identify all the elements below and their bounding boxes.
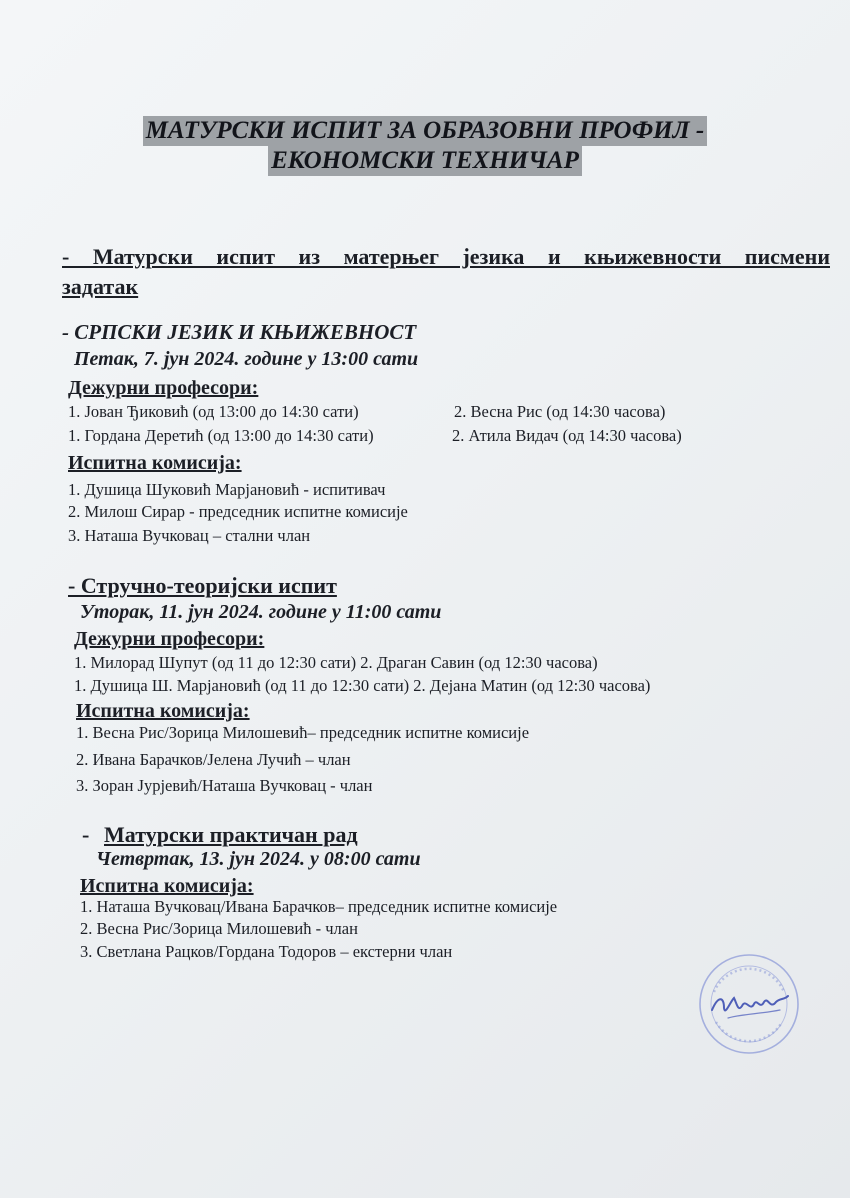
section3-commission-label: Испитна комисија: [80,875,254,897]
section1-duty-row-1-left: 1. Јован Ђиковић (од 13:00 до 14:30 сати) [68,402,359,421]
section3-heading: Матурски практичан рад [104,822,358,847]
section1-commission-item: 1. Душица Шуковић Марјановић - испитивач [68,480,386,499]
section1-heading-line1: - Матурски испит из матерњег језика и књижевности писмени [62,244,830,269]
signature-icon [712,996,788,1018]
section2-duty-label: Дежурни професори: [74,628,265,650]
section3-commission-item: 2. Весна Рис/Зорица Милошевић - члан [80,919,358,938]
section1-commission-label: Испитна комисија: [68,452,242,474]
section2-heading: - Стручно-теоријски испит [68,573,337,598]
section2-commission-item: 3. Зоран Јурјевић/Наташа Вучковац - члан [76,776,373,795]
section1-commission-item: 2. Милош Сирар - председник испитне комисије [68,502,408,521]
section3-dash: - [82,822,90,847]
title-line-2: ЕКОНОМСКИ ТЕХНИЧАР [268,146,582,176]
section3-commission-item: 3. Светлана Рацков/Гордана Тодоров – екстерни члан [80,942,453,961]
section1-subject: - СРПСКИ ЈЕЗИК И КЊИЖЕВНОСТ [62,320,417,344]
section1-duty-label: Дежурни професори: [68,377,259,399]
section1-duty-row-2-left: 1. Гордана Деретић (од 13:00 до 14:30 сати) [68,426,374,445]
section1-heading-line2: задатак [62,274,139,299]
section3-commission-item: 1. Наташа Вучковац/Ивана Барачков– председник испитне комисије [80,897,558,916]
section1-duty-row-1-right: 2. Весна Рис (од 14:30 часова) [454,402,666,421]
section1-date: Петак, 7. јун 2024. године у 13:00 сати [74,348,419,370]
title-line-1: МАТУРСКИ ИСПИТ ЗА ОБРАЗОВНИ ПРОФИЛ - [143,116,708,146]
section3-date: Четвртак, 13. јун 2024. у 08:00 сати [96,848,421,870]
section2-duty-row: 1. Милорад Шупут (од 11 до 12:30 сати) 2. Драган Савин (од 12:30 часова) [74,653,598,672]
official-stamp-icon [694,952,804,1056]
section2-duty-row: 1. Душица Ш. Марјановић (од 11 до 12:30 сати) 2. Дејана Матин (од 12:30 часова) [74,676,651,695]
section1-commission-item: 3. Наташа Вучковац – стални члан [68,526,311,545]
document-title [0,116,850,176]
section2-commission-label: Испитна комисија: [76,700,250,722]
section1-duty-row-2-right: 2. Атила Видач (од 14:30 часова) [452,426,682,445]
section2-commission-item: 2. Ивана Барачков/Јелена Лучић – члан [76,750,351,769]
show-through-text [312,200,317,221]
section2-date: Уторак, 11. јун 2024. године у 11:00 сати [80,601,442,623]
section2-commission-item: 1. Весна Рис/Зорица Милошевић– председник испитне комисије [76,723,530,742]
